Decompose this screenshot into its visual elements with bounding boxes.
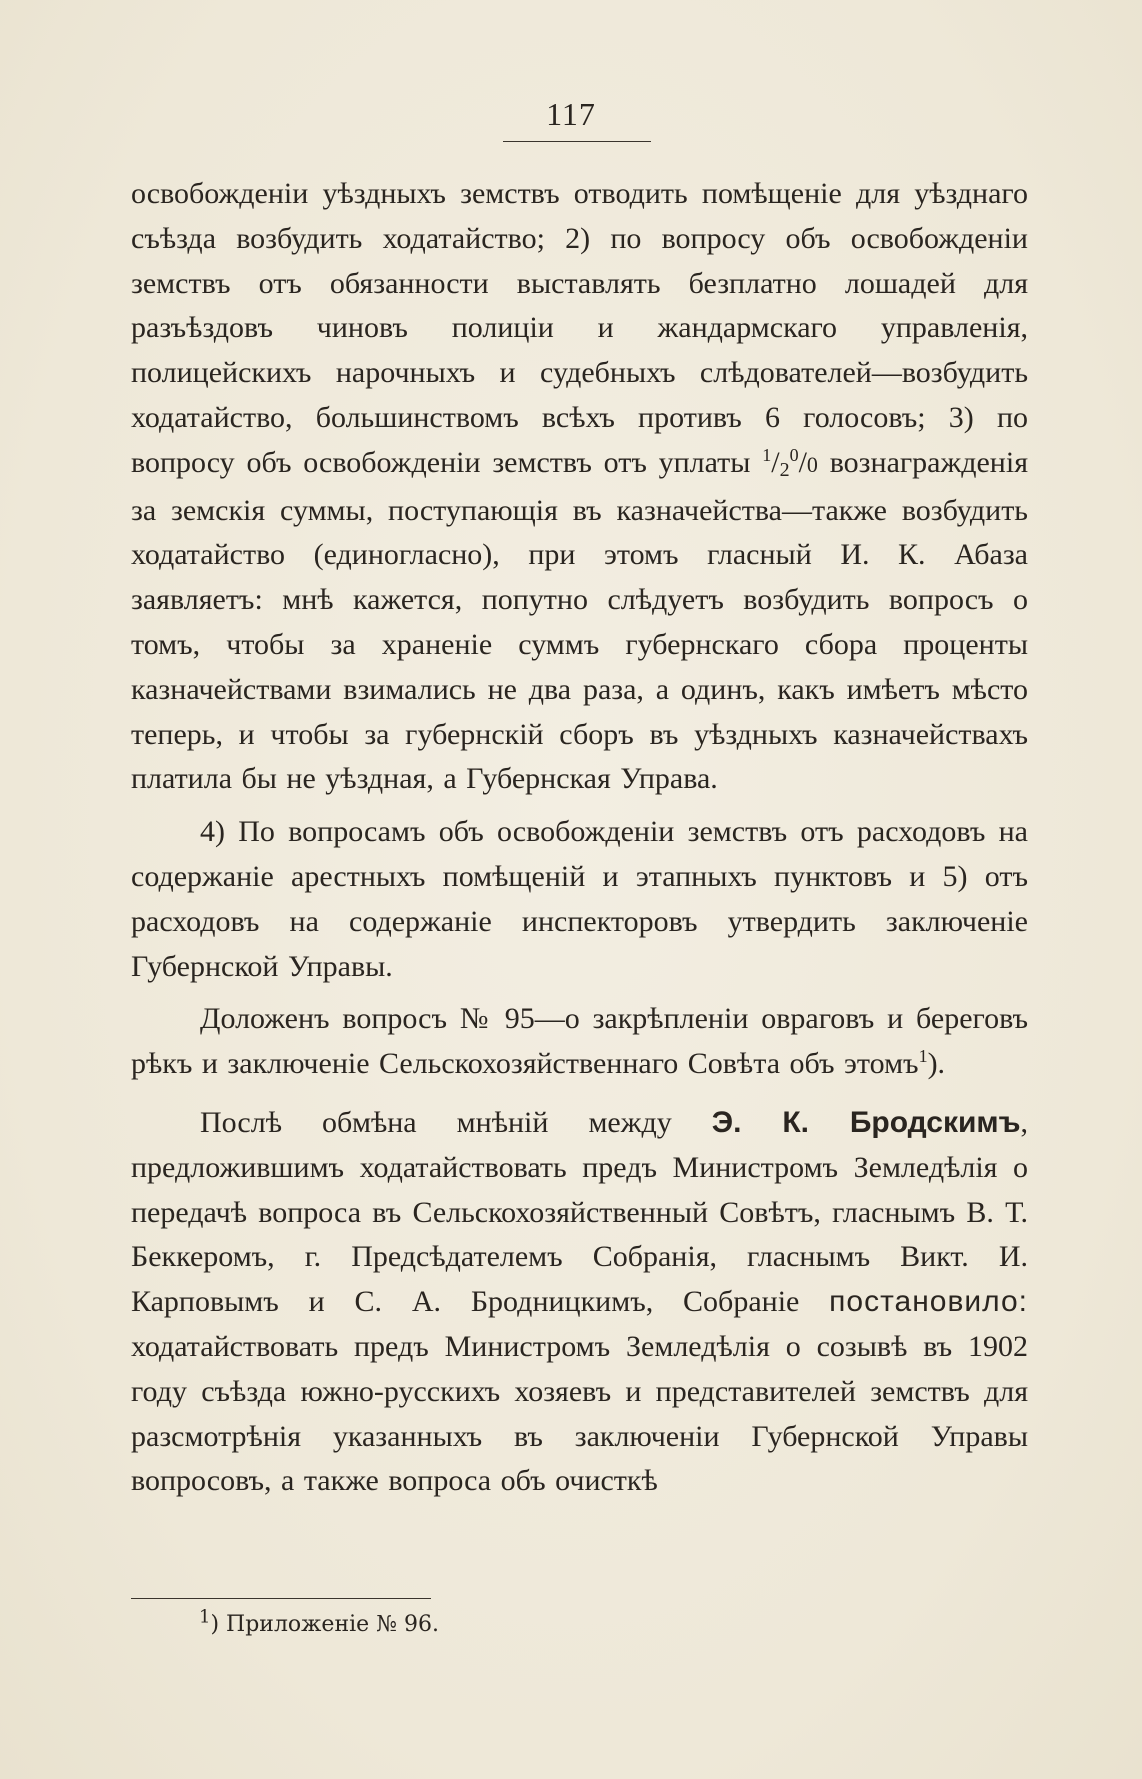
footnote-text: ) Приложеніе № 96. xyxy=(210,1612,439,1637)
footnote-reference[interactable]: 1 xyxy=(918,1046,928,1067)
body-text xyxy=(131,172,1028,1504)
paragraph xyxy=(131,1101,1028,1504)
paragraph-text: вознагражденія за земскія суммы, поступающія въ казначейства—также возбудить ходатайство (единогласно), при этомъ гласный И. К. Абаза заявляетъ: мнѣ кажется, попутно слѣдуетъ возбудить вопросъ о томъ, чтобы за храненіе суммъ губернскаго сбора проценты казначействами взимались не два раза, а одинъ, какъ имѣетъ мѣсто теперь, и чтобы за губернскій сборъ въ уѣздныхъ казначействахъ платила бы не уѣздная, а Губернская Управа. xyxy=(131,445,1028,796)
paragraph xyxy=(131,810,1028,989)
paragraph-text: , предложившимъ ходатайствовать предъ Министромъ Земледѣлія о передачѣ вопроса въ Сельскохозяйственный Совѣтъ, гласнымъ В. Т. Беккеромъ, г. Предсѣдателемъ Собранія, гласнымъ Викт. И. Карповымъ и С. А. Бродницкимъ, Собраніе xyxy=(131,1105,1028,1319)
page-number: 117 xyxy=(546,96,596,132)
fraction-one-half-percent: $^1/2^0/0$ xyxy=(762,444,818,481)
name-emphasis: Э. К. Бродскимъ xyxy=(711,1105,1021,1139)
paragraph xyxy=(131,172,1028,802)
page-number-rule xyxy=(503,141,651,142)
footnote xyxy=(199,1606,439,1639)
footnote-marker: 1 xyxy=(199,1606,211,1628)
resolution-emphasis: постановило: xyxy=(829,1285,1028,1319)
paragraph-text: освобожденіи уѣздныхъ земствъ отводить помѣщеніе для уѣзднаго съѣзда возбудить ходатайство; 2) по вопросу объ освобожденіи земствъ отъ обязанности выставлять безплатно лошадей для разъѣздовъ чиновъ полиціи и жандармскаго управленія, полицейскихъ нарочныхъ и судебныхъ слѣдователей—возбудить ходатайство, большинствомъ всѣхъ противъ 6 голосовъ; 3) по вопросу объ освобожденіи земствъ отъ уплаты xyxy=(131,177,1028,479)
paragraph-text: 4) По вопросамъ объ освобожденіи земствъ отъ расходовъ на содержаніе арестныхъ помѣщеній и этапныхъ пунктовъ и 5) отъ расходовъ на содержаніе инспекторовъ утвердить заключеніе Губернской Управы. xyxy=(131,815,1028,983)
paragraph-text: ходатайствовать предъ Министромъ Земледѣлія о созывѣ въ 1902 году съѣзда южно-русскихъ хозяевъ и представителей земствъ для разсмотрѣнія указанныхъ въ заключеніи Губернской Управы вопросовъ, а также вопроса объ очисткѣ xyxy=(131,1329,1028,1498)
footnote-rule xyxy=(131,1598,431,1599)
paragraph-text: Доложенъ вопросъ № 95—о закрѣпленіи овраговъ и береговъ рѣкъ и заключеніе Сельскохозяйственнаго Совѣта объ этомъ xyxy=(131,1002,1028,1081)
paragraph xyxy=(131,997,1028,1087)
paragraph-text: ). xyxy=(927,1047,946,1081)
paragraph-text: Послѣ обмѣна мнѣній между xyxy=(200,1105,712,1139)
